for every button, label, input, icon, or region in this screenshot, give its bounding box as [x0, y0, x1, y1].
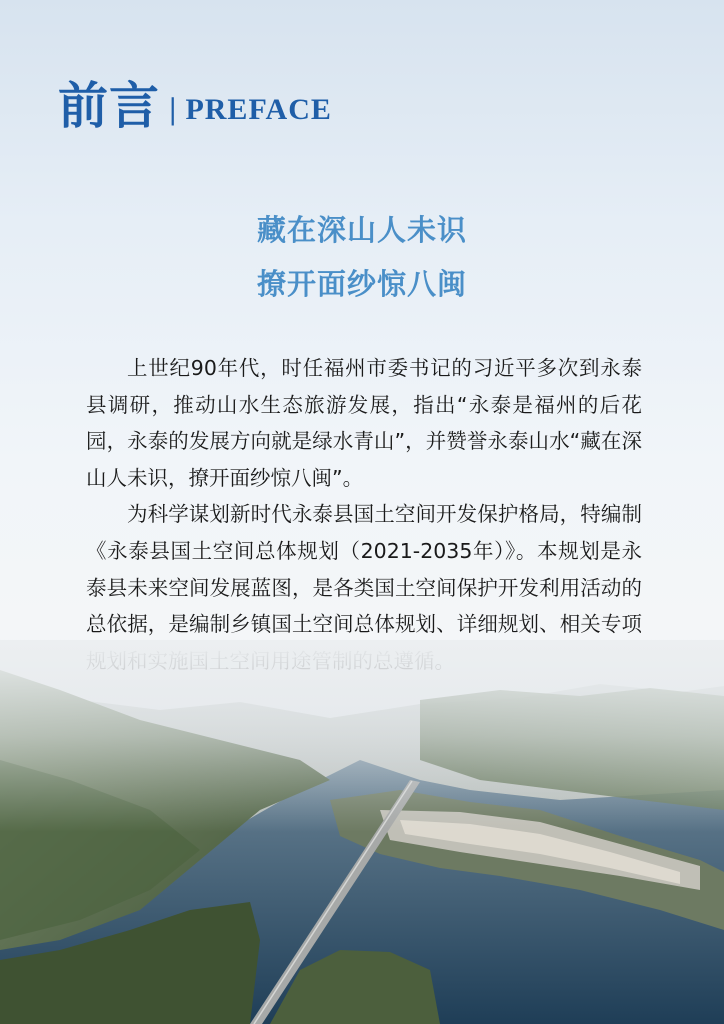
preface-title-cn: 前言 — [58, 77, 160, 135]
subtitle-line-1: 藏在深山人未识 — [256, 213, 467, 247]
subtitle-line-2: 撩开面纱惊八闽 — [256, 267, 467, 301]
preface-body — [86, 350, 642, 679]
paragraph-2: 为科学谋划新时代永泰县国土空间开发保护格局，特编制《永泰县国土空间总体规划（2021-2035年）》。本规划是永泰县未来空间发展蓝图，是各类国土空间保护开发利用活动的总依据，是编制乡镇国土空间总体规划、详细规划、相关专项 — [86, 502, 642, 637]
river-valley-landscape-image — [0, 640, 724, 1024]
preface-title-en: PREFACE — [185, 93, 332, 126]
subtitle-block — [0, 203, 724, 311]
title-separator: | — [168, 93, 178, 126]
paragraph-1: 上世纪90年代，时任福州市委书记的习近平多次到永泰县调研，推动山水生态旅游发展，指出“永泰是福州的后花园，永泰的发展方向就是绿水青山”，并赞誉永泰山水“藏在深山人未识，撩开面纱惊八闽”。 — [86, 356, 642, 490]
preface-header — [58, 66, 332, 138]
